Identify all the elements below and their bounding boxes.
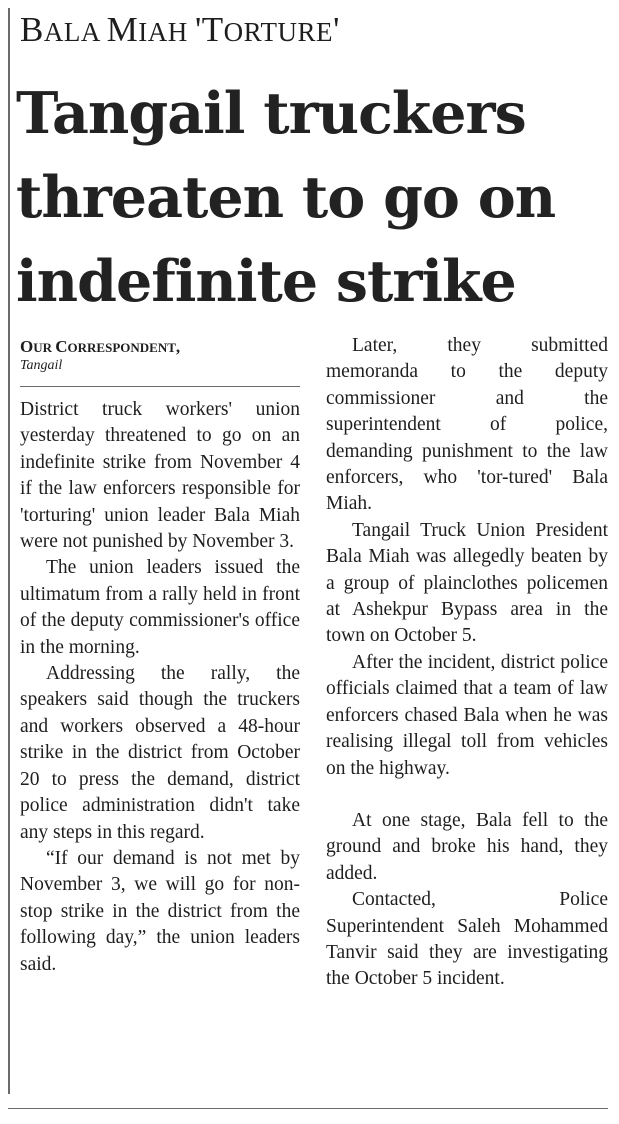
body-column-right (326, 333, 608, 993)
body-paragraph: Tangail Truck Union President Bala Miah was allegedly beaten by a group of plainclothes policemen at Ashekpur Bypass area in the town on October 5. (326, 519, 608, 647)
byline-divider (20, 386, 300, 387)
kicker-text (20, 10, 340, 49)
body-paragraph: The union leaders issued the ultimatum from a rally held in front of the deputy commissioner's office in the morning. (20, 557, 300, 658)
headline-line: threaten to go on (16, 164, 556, 231)
kicker (20, 10, 610, 52)
body-paragraph: Addressing the rally, the speakers said though the truckers and workers observed a 48-hour strike in the district from October 20 to press the demand, district police administration didn't take any steps in this regard. (20, 663, 300, 843)
bottom-rule (8, 1108, 608, 1109)
kicker-smallcaps: ALA (43, 17, 107, 47)
byline-smallcaps: UR (33, 340, 56, 355)
headline (16, 72, 616, 324)
body-paragraph: District truck workers' union yesterday threatened to go on an indefinite strike from November 4 if the law enforcers responsible for 'torturing' union leader Bala Miah were not punished by November 3. (20, 399, 300, 553)
kicker-letter: ' (333, 10, 340, 49)
left-column-rule (8, 8, 10, 1094)
body-paragraph: “If our demand is not met by November 3, we will go for non-stop strike in the district from the following day,” the union leaders said. (20, 847, 300, 975)
kicker-letter: M (106, 10, 139, 49)
kicker-smallcaps: IAH (138, 17, 195, 47)
kicker-letter: B (20, 10, 44, 49)
byline (20, 337, 310, 374)
byline-place: Tangail (20, 358, 63, 373)
body-paragraph: At one stage, Bala fell to the ground and broke his hand, they added. (326, 809, 608, 884)
byline-letter: O (20, 337, 34, 356)
kicker-letter: 'T (194, 10, 224, 49)
body-paragraph: Later, they submitted memoranda to the deputy commissioner and the superintendent of police, demanding punishment to the law enforcers, who 'tor-tured' Bala Miah. (326, 335, 608, 515)
byline-name (20, 337, 310, 358)
body-column-left (20, 397, 300, 978)
kicker-smallcaps: ORTURE (223, 17, 334, 47)
body-paragraph: After the incident, district police officials claimed that a team of law enforcers chased Bala when he was realising illegal toll from vehicles on the highway. (326, 651, 608, 779)
headline-line: indefinite strike (16, 248, 516, 315)
byline-letter: C (55, 337, 68, 356)
headline-line: Tangail truckers (16, 80, 526, 147)
body-paragraph: Contacted, Police Superintendent Saleh Mohammed Tanvir said they are investigating the October 5 incident. (326, 889, 608, 990)
byline-smallcaps: ORRESPONDENT (67, 340, 176, 355)
byline-letter: , (175, 337, 181, 356)
